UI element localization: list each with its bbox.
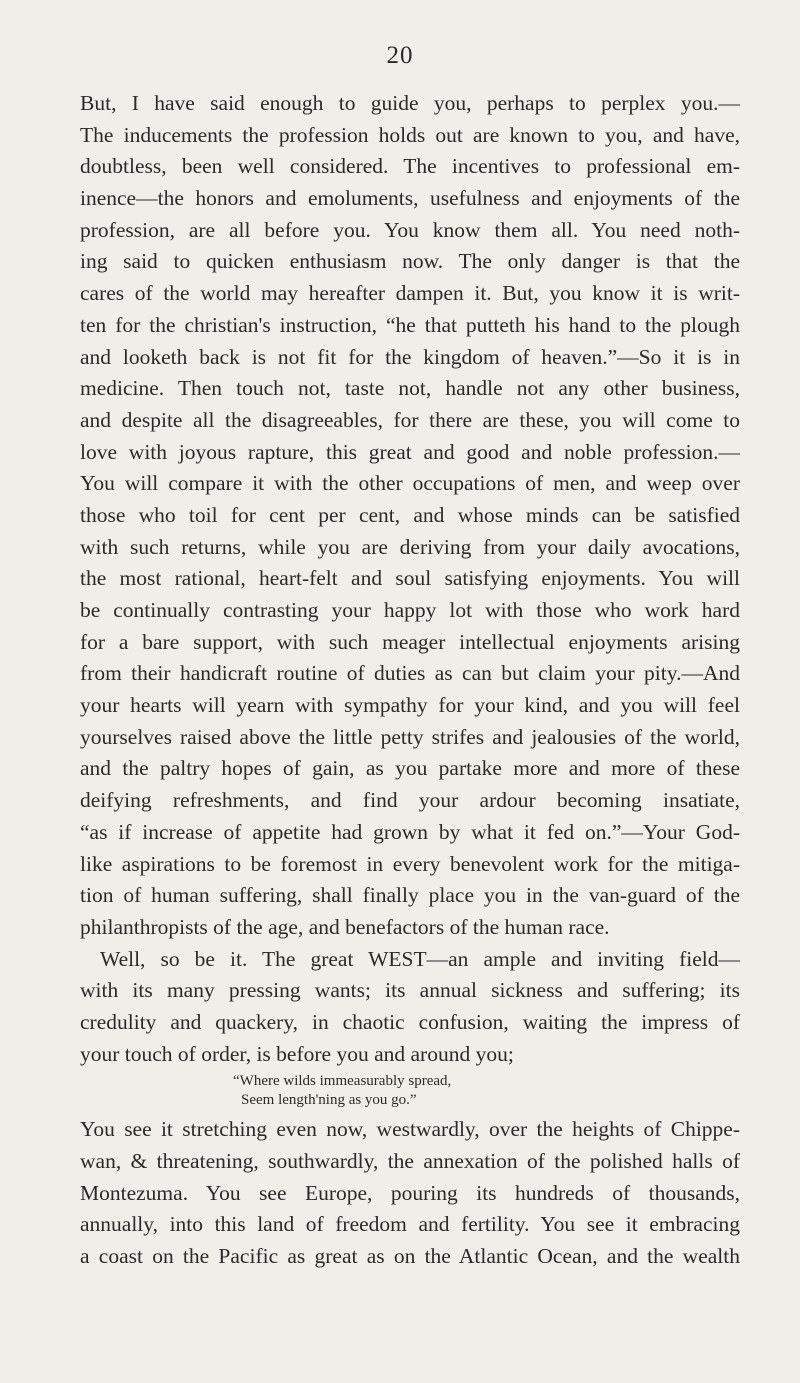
text-line: and despite all the disagreeables, for there are these, you will come to — [80, 407, 740, 432]
text-line: The inducements the profession holds out are known to you, and have, — [80, 122, 740, 147]
text-line: tion of human suffering, shall finally place you in the van-guard of the — [80, 883, 740, 908]
text-line: medicine. Then touch not, taste not, handle not any other business, — [80, 376, 740, 401]
verse-quote — [80, 1072, 740, 1110]
paragraph-3 — [80, 1114, 740, 1272]
text-line: and looketh back is not fit for the kingdom of heaven.”—So it is in — [80, 344, 740, 369]
text-line: You will compare it with the other occupations of men, and weep over — [80, 471, 740, 496]
body-text — [80, 88, 740, 1273]
text-line: profession, are all before you. You know them all. You need noth- — [80, 217, 740, 242]
text-line: philanthropists of the age, and benefactors of the human race. — [80, 914, 610, 939]
text-line: from their handicraft routine of duties as can but claim your pity.—And — [80, 661, 740, 686]
text-line: inence—the honors and emoluments, usefulness and enjoyments of the — [80, 186, 740, 211]
text-line: “as if increase of appetite had grown by what it fed on.”—Your God- — [80, 819, 740, 844]
text-line: with its many pressing wants; its annual sickness and suffering; its — [80, 978, 740, 1003]
text-line: wan, & threatening, southwardly, the annexation of the polished halls of — [80, 1149, 740, 1173]
text-line: for a bare support, with such meager intellectual enjoyments arising — [80, 629, 740, 654]
text-line: your touch of order, is before you and around you; — [80, 1041, 514, 1066]
text-line: a coast on the Pacific as great as on the Atlantic Ocean, and the wealth — [80, 1244, 740, 1269]
page-number: 20 — [386, 42, 414, 69]
text-line: ten for the christian's instruction, “he that putteth his hand to the plough — [80, 312, 740, 337]
text-line: be continually contrasting your happy lot with those who work hard — [80, 598, 740, 622]
text-line: deifying refreshments, and find your ardour becoming insatiate, — [80, 788, 740, 813]
text-line: credulity and quackery, in chaotic confusion, waiting the impress of — [80, 1009, 740, 1034]
text-line: the most rational, heart-felt and soul satisfying enjoyments. You will — [80, 566, 740, 591]
paragraph-2 — [80, 944, 740, 1071]
text-line: those who toil for cent per cent, and whose minds can be satisfied — [80, 502, 740, 527]
quote-line: Seem length'ning as you go.” — [241, 1092, 417, 1109]
text-line: like aspirations to be foremost in every benevolent work for the mitiga- — [80, 851, 740, 876]
text-line: yourselves raised above the little petty strifes and jealousies of the world, — [80, 724, 740, 749]
text-line: and the paltry hopes of gain, as you partake more and more of these — [80, 756, 740, 781]
text-line: You see it stretching even now, westwardly, over the heights of Chippe- — [80, 1117, 740, 1142]
text-line: annually, into this land of freedom and fertility. You see it embracing — [80, 1212, 740, 1237]
text-line: But, I have said enough to guide you, perhaps to perplex you.— — [80, 91, 740, 115]
text-line: cares of the world may hereafter dampen it. But, you know it is writ- — [80, 281, 740, 306]
quote-line: “Where wilds immeasurably spread, — [233, 1073, 452, 1090]
text-line: Montezuma. You see Europe, pouring its hundreds of thousands, — [80, 1180, 740, 1205]
text-line: with such returns, while you are deriving from your daily avocations, — [80, 534, 740, 559]
text-line: Well, so be it. The great WEST—an ample and inviting field— — [100, 946, 740, 971]
text-line: ing said to quicken enthusiasm now. The only danger is that the — [80, 249, 740, 274]
text-line: love with joyous rapture, this great and good and noble profession.— — [80, 439, 740, 464]
text-line: your hearts will yearn with sympathy for your kind, and you will feel — [80, 693, 740, 718]
text-line: doubtless, been well considered. The incentives to professional em- — [80, 154, 740, 179]
paragraph-1 — [80, 88, 740, 944]
